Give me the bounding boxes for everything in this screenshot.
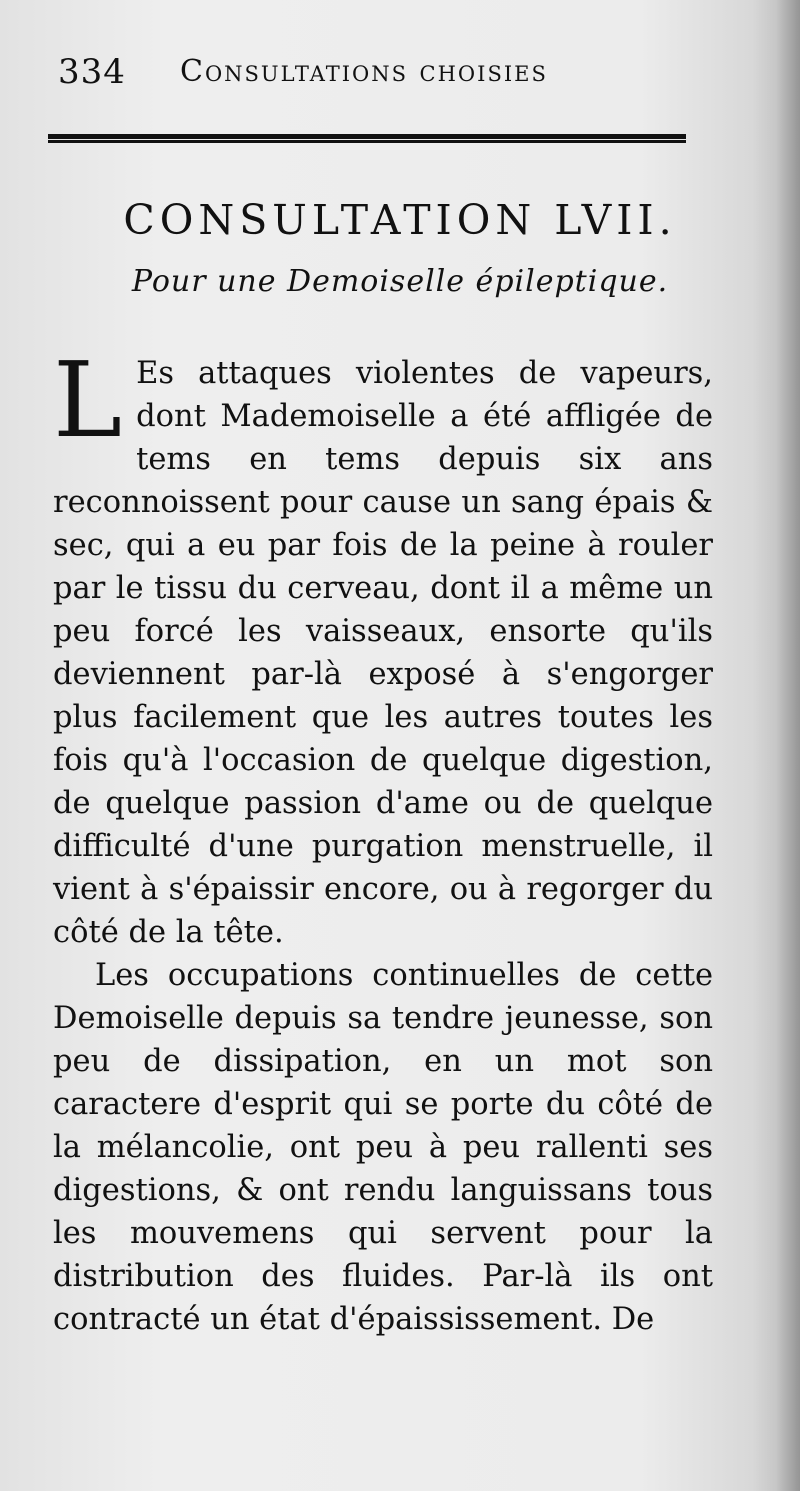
- running-head: [58, 52, 698, 92]
- chapter-subheading: Pour une Demoiselle épileptique.: [131, 264, 669, 299]
- header-rule: [48, 134, 686, 143]
- paragraph: [53, 339, 713, 954]
- running-title: Consultations choisies: [180, 54, 548, 89]
- chapter-heading: CONSULTATION LVII.: [123, 196, 677, 244]
- page-edge-shadow: [776, 0, 800, 1491]
- paragraph-text: Es attaques violentes de vapeurs, dont Mademoiselle a été affligée de tems en tems depuis six ans reconnoissent pour cause un sang épais & sec, qui a eu par fois de la peine à rouler par le tissu du cerveau, dont il a même un peu forcé les vaisseaux, ensorte qu'ils deviennent par-là exposé à s'engorger plus facilement que les autres toutes les fois qu'à l'occasion de quelque digestion, de quelque passion d'ame ou de quelque difficulté d'une purgation menstruelle, il vient à s'épaissir encore, ou à regorger du côté de la tête.: [53, 356, 713, 950]
- drop-cap: L: [53, 339, 123, 461]
- body-text: [53, 339, 713, 1341]
- paragraph: Les occupations continuelles de cette Demoiselle depuis sa tendre jeunesse, son peu de dissipation, en un mot son caractere d'esprit qui se porte du côté de la mélancolie, ont peu à peu rallenti ses digestions, & ont rendu languissans tous les mouvemens qui servent pour la distribution des fluides. Par-là ils ont contracté un état d'épaississement. De: [53, 958, 713, 1337]
- page-number: 334: [58, 52, 126, 92]
